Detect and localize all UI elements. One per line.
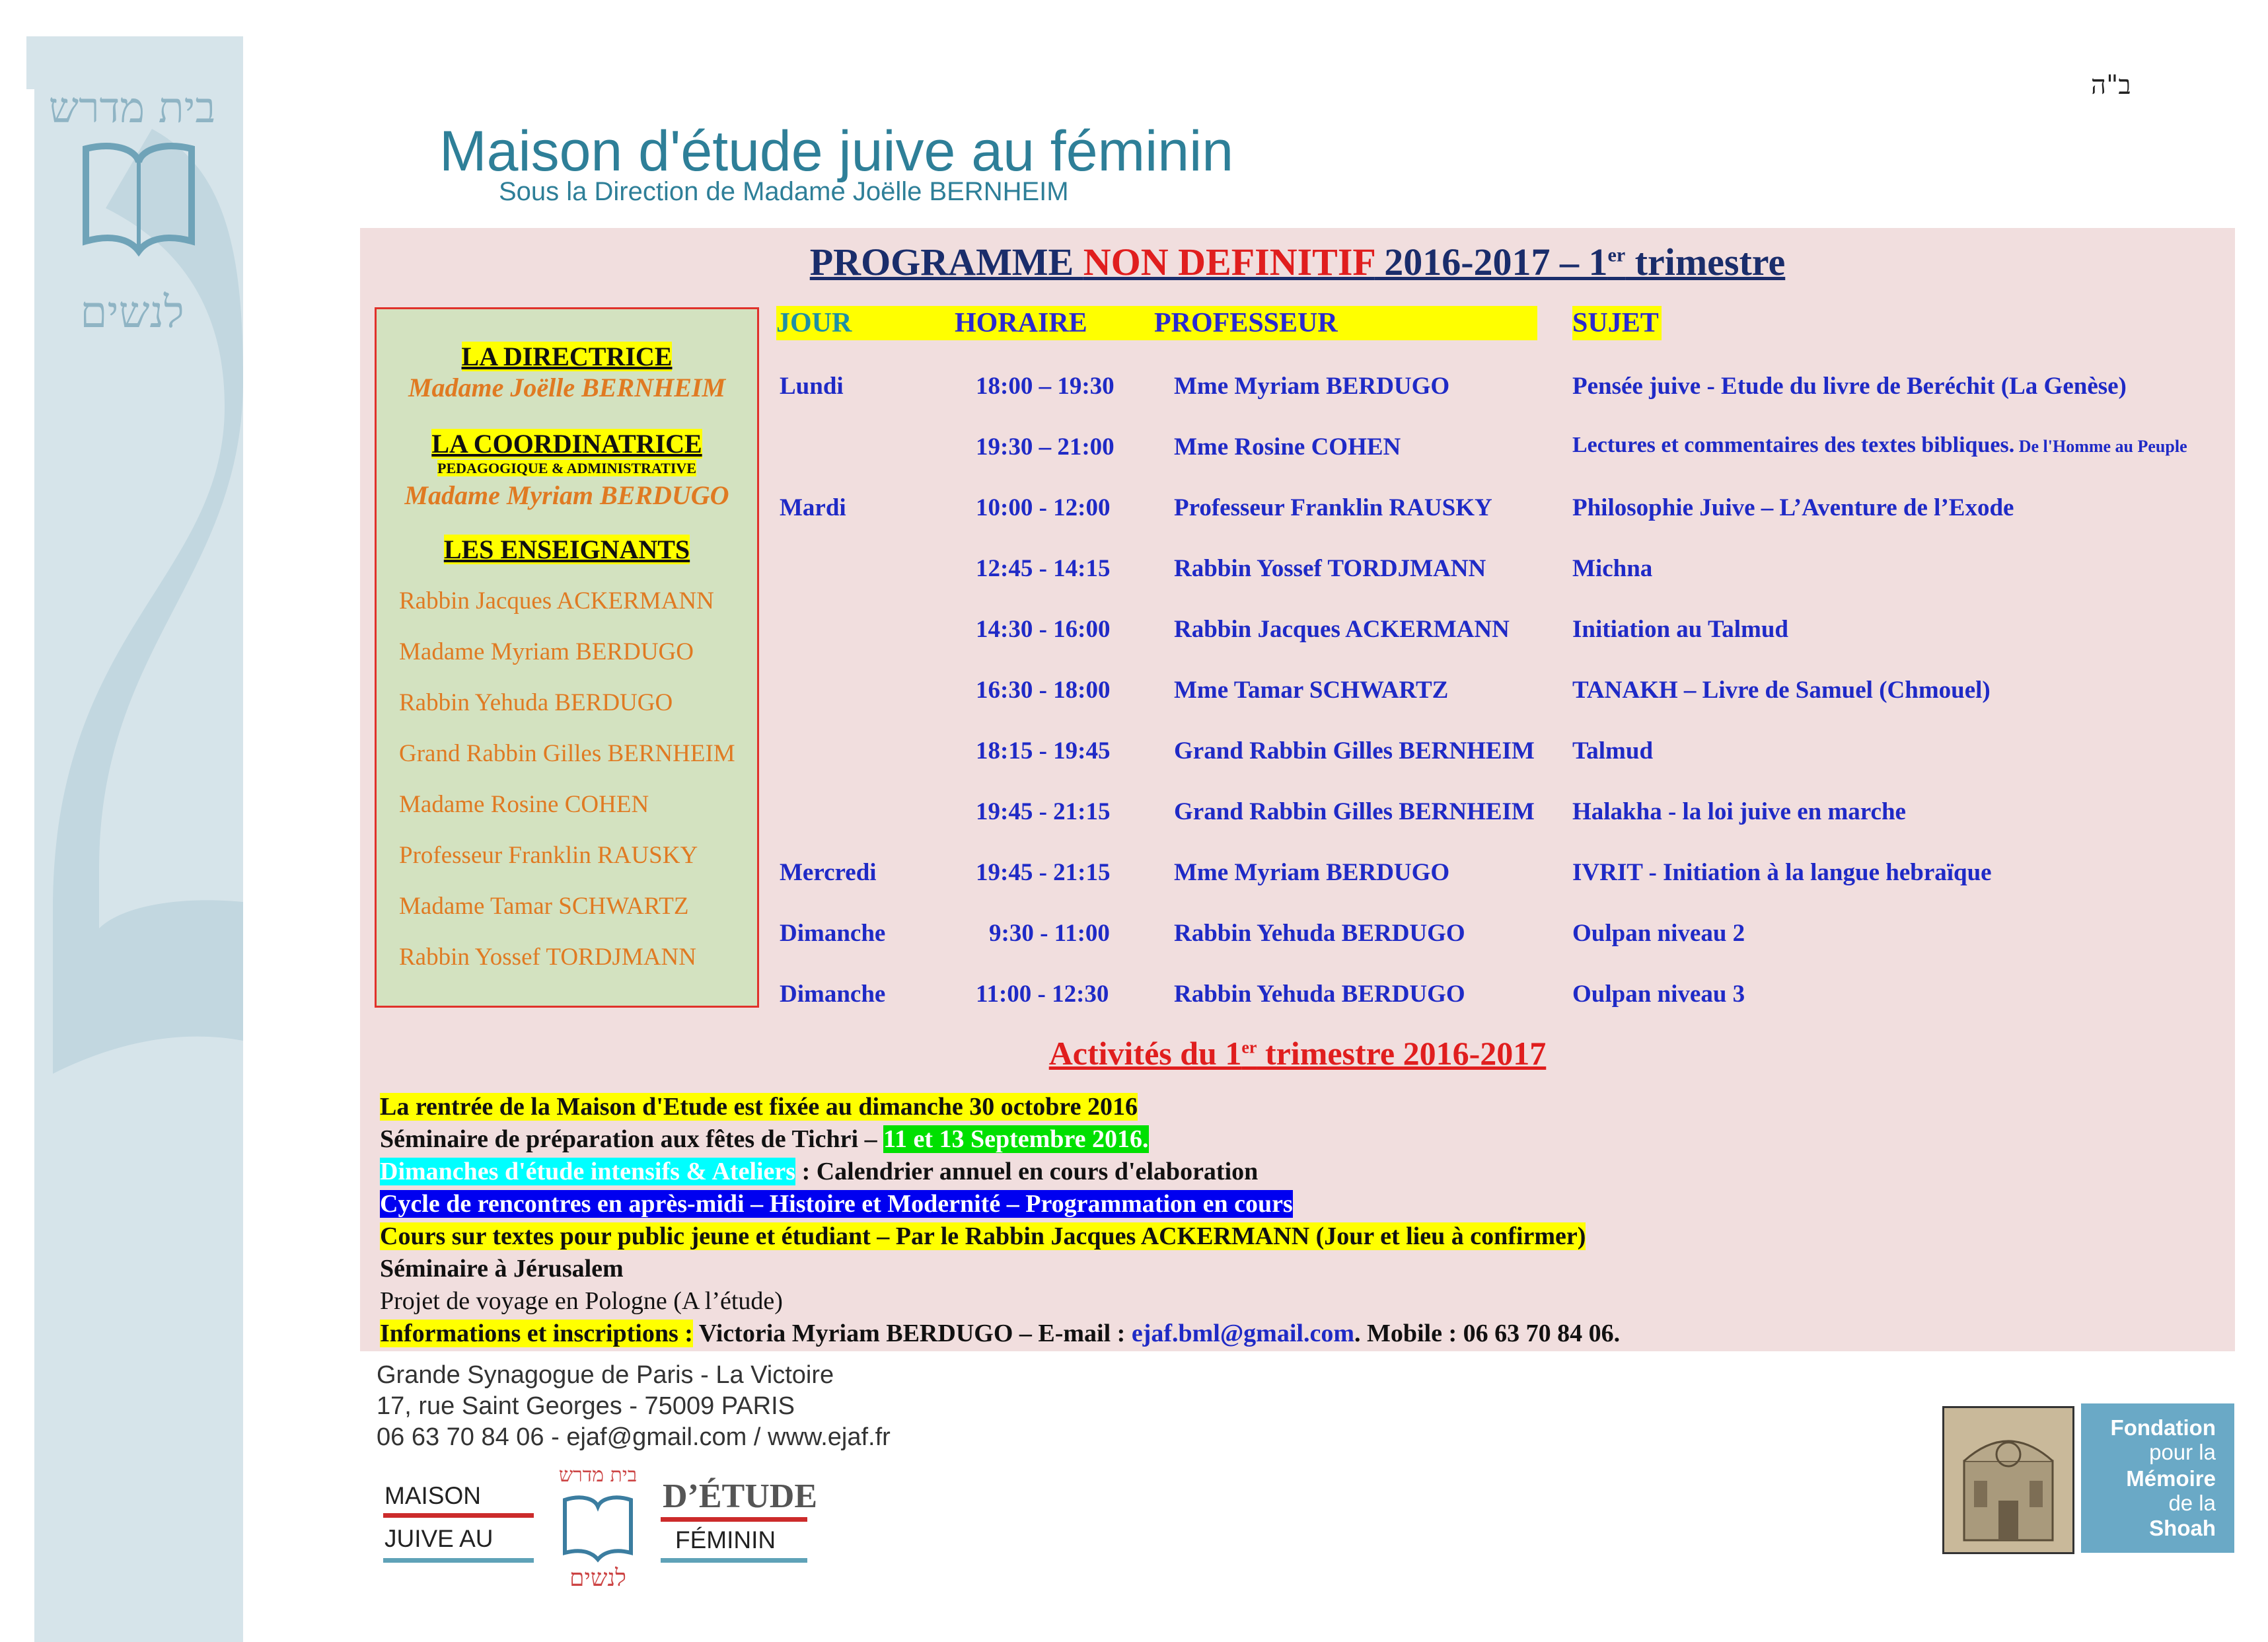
- coordinator-heading: LA COORDINATRICE: [431, 429, 702, 459]
- row-subject: Initiation au Talmud: [1572, 616, 1788, 643]
- row-subject: Philosophie Juive – L’Aventure de l’Exode: [1572, 494, 2014, 521]
- fondation-word: Fondation: [2110, 1415, 2216, 1440]
- row-teacher: Mme Tamar SCHWARTZ: [1174, 677, 1449, 704]
- footer-address-line2: 17, rue Saint Georges - 75009 PARIS: [377, 1392, 795, 1420]
- row-teacher: Professeur Franklin RAUSKY: [1174, 494, 1492, 521]
- row-teacher: Grand Rabbin Gilles BERNHEIM: [1174, 737, 1535, 765]
- row-time: 19:30 – 21:00: [976, 433, 1115, 461]
- svg-text:בית מדרש: בית מדרש: [558, 1464, 638, 1487]
- row-teacher: Mme Myriam BERDUGO: [1174, 859, 1450, 886]
- row-teacher: Rabbin Yossef TORDJMANN: [1174, 555, 1486, 582]
- row-subject: Lectures et commentaires des textes bibliques. De l'Homme au Peuple: [1572, 433, 2187, 457]
- teachers-heading: LES ENSEIGNANTS: [443, 535, 690, 564]
- footer-address-line1: Grande Synagogue de Paris - La Victoire: [377, 1361, 834, 1389]
- row-day: Dimanche: [780, 981, 886, 1008]
- fondation-word: Mémoire: [2126, 1466, 2216, 1491]
- page-title: Maison d'étude juive au féminin: [439, 120, 1234, 183]
- header-horaire: HORAIRE: [955, 306, 1154, 340]
- teacher-item: Rabbin Yehuda BERDUGO: [399, 689, 673, 716]
- svg-text:לנשים: לנשים: [80, 287, 184, 338]
- activity-cours: Cours sur textes pour public jeune et étudiant – Par le Rabbin Jacques ACKERMANN (Jour et lieu à confirmer): [380, 1222, 1586, 1250]
- row-teacher: Mme Rosine COHEN: [1174, 433, 1401, 461]
- beit-midrash-small-logo-icon: [542, 1460, 654, 1592]
- email-link[interactable]: ejaf.bml@gmail.com: [1131, 1320, 1354, 1347]
- activity-seminaire-tichri: Séminaire de préparation aux fêtes de Tichri – 11 et 13 Septembre 2016.: [380, 1125, 1149, 1153]
- row-time: 19:45 - 21:15: [976, 798, 1111, 825]
- coordinator-name: Madame Myriam BERDUGO: [404, 480, 729, 510]
- logo-divider: [383, 1558, 534, 1563]
- row-teacher: Mme Myriam BERDUGO: [1174, 373, 1450, 400]
- row-time: 18:15 - 19:45: [976, 737, 1111, 765]
- row-day: Mardi: [780, 494, 846, 521]
- synagogue-engraving-image: [1942, 1406, 2074, 1554]
- row-subject: Oulpan niveau 3: [1572, 981, 1745, 1008]
- activity-cycle: Cycle de rencontres en après-midi – Histoire et Modernité – Programmation en cours: [380, 1190, 1293, 1218]
- activity-dimanches: Dimanches d'étude intensifs & Ateliers : Calendrier annuel en cours d'elaboration: [380, 1158, 1259, 1185]
- coordinator-note: PEDAGOGIQUE & ADMINISTRATIVE: [437, 460, 696, 476]
- director-heading: LA DIRECTRICE: [461, 342, 673, 371]
- header-sujet: SUJET: [1572, 306, 1662, 340]
- teacher-item: Madame Rosine COHEN: [399, 791, 649, 818]
- maison-logo: [377, 1460, 818, 1592]
- activity-jerusalem: Séminaire à Jérusalem: [380, 1255, 624, 1283]
- beit-midrash-logo-icon: [26, 76, 243, 354]
- hebrew-bsd-mark: ב"ה: [2091, 70, 2131, 100]
- row-time: 12:45 - 14:15: [976, 555, 1111, 582]
- row-day: Dimanche: [780, 920, 886, 947]
- logo-divider: [383, 1513, 534, 1518]
- row-subject: IVRIT - Initiation à la langue hebraïque: [1572, 859, 1992, 886]
- teacher-item: Rabbin Jacques ACKERMANN: [399, 587, 714, 615]
- logo-word-detude: D’ÉTUDE: [663, 1477, 818, 1515]
- row-time: 9:30 - 11:00: [989, 920, 1110, 947]
- row-subject: Talmud: [1572, 737, 1654, 765]
- fondation-memoire-shoah-logo: [2081, 1403, 2234, 1553]
- row-time: 18:00 – 19:30: [976, 373, 1115, 400]
- activity-informations: Informations et inscriptions : Victoria Myriam BERDUGO – E-mail : ejaf.bml@gmail.com. Mobile : 06 63 70 84 06.: [380, 1320, 1621, 1347]
- director-name: Madame Joëlle BERNHEIM: [408, 373, 726, 402]
- activity-pologne: Projet de voyage en Pologne (A l’étude): [380, 1287, 783, 1315]
- programme-title: PROGRAMME NON DEFINITIF 2016-2017 – 1er trimestre: [809, 241, 1786, 283]
- row-time: 10:00 - 12:00: [976, 494, 1111, 521]
- row-teacher: Rabbin Yehuda BERDUGO: [1174, 920, 1465, 947]
- row-time: 14:30 - 16:00: [976, 616, 1111, 643]
- row-teacher: Grand Rabbin Gilles BERNHEIM: [1174, 798, 1535, 825]
- fondation-word: Shoah: [2149, 1516, 2216, 1540]
- row-subject: Pensée juive - Etude du livre de Beréchit (La Genèse): [1572, 373, 2127, 400]
- decorative-sidebar: [26, 36, 243, 1642]
- row-time: 16:30 - 18:00: [976, 677, 1111, 704]
- row-time: 19:45 - 21:15: [976, 859, 1111, 886]
- header-professeur: PROFESSEUR: [1154, 306, 1537, 340]
- teacher-item: Professeur Franklin RAUSKY: [399, 842, 698, 869]
- svg-text:בית מדרש: בית מדרש: [48, 84, 216, 133]
- row-day: Lundi: [780, 373, 844, 400]
- fondation-word: de la: [2168, 1491, 2216, 1515]
- logo-divider: [661, 1558, 807, 1563]
- header-jour: JOUR: [776, 306, 955, 340]
- logo-divider: [661, 1517, 807, 1522]
- activities-title: Activités du 1er trimestre 2016-2017: [1048, 1035, 1547, 1072]
- row-teacher: Rabbin Jacques ACKERMANN: [1174, 616, 1510, 643]
- teacher-item: Rabbin Yossef TORDJMANN: [399, 944, 696, 971]
- row-subject: TANAKH – Livre de Samuel (Chmouel): [1572, 677, 1991, 704]
- row-time: 11:00 - 12:30: [976, 981, 1109, 1008]
- svg-text:לנשים: לנשים: [569, 1565, 626, 1592]
- teacher-item: Grand Rabbin Gilles BERNHEIM: [399, 740, 735, 767]
- teacher-item: Madame Myriam BERDUGO: [399, 638, 694, 665]
- logo-word-maison: MAISON: [384, 1482, 481, 1509]
- row-subject: Oulpan niveau 2: [1572, 920, 1745, 947]
- row-subject: Michna: [1572, 555, 1653, 582]
- row-subject: Halakha - la loi juive en marche: [1572, 798, 1906, 825]
- fondation-word: pour la: [2149, 1440, 2216, 1464]
- footer-contact-line: 06 63 70 84 06 - ejaf@gmail.com / www.ejaf.fr: [377, 1423, 891, 1451]
- logo-word-feminin: FÉMININ: [675, 1526, 776, 1553]
- logo-word-juive: JUIVE AU: [384, 1525, 494, 1552]
- page-subtitle: Sous la Direction de Madame Joëlle BERNHEIM: [499, 177, 1069, 206]
- activity-rentree: La rentrée de la Maison d'Etude est fixée au dimanche 30 octobre 2016: [380, 1093, 1138, 1121]
- row-day: Mercredi: [780, 859, 877, 886]
- programme-panel: [360, 228, 2235, 1351]
- staff-box: [375, 307, 759, 1008]
- row-teacher: Rabbin Yehuda BERDUGO: [1174, 981, 1465, 1008]
- teacher-item: Madame Tamar SCHWARTZ: [399, 893, 689, 920]
